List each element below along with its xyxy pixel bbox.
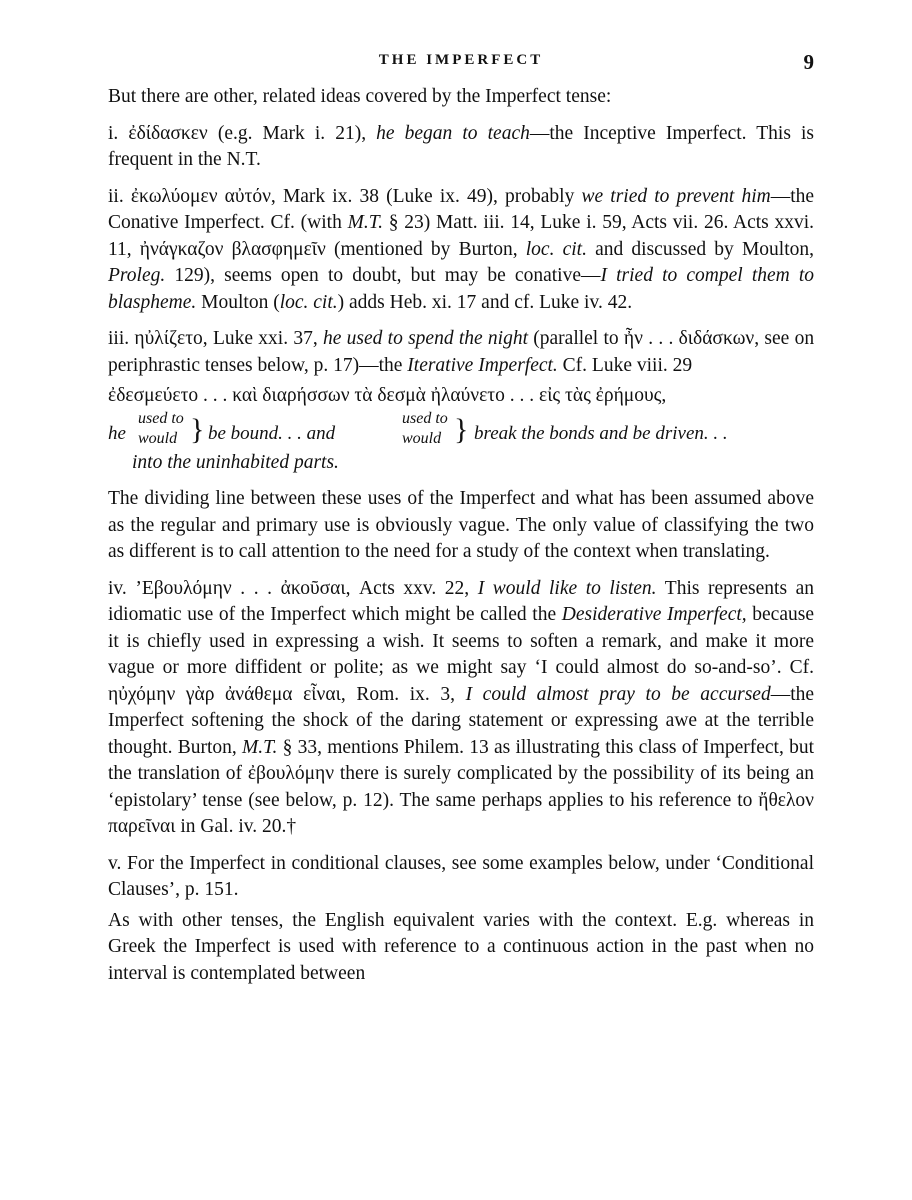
greek-quotation: ἐδεσμεύετο . . . καὶ διαρήσσων τὰ δεσμὰ ἠλαύνετο . . . εἰς τὰς ἐρήμους,: [108, 385, 667, 406]
brace-break: break the bonds and be driven. . .: [474, 422, 728, 444]
section-iv-translation-2: I could almost pray to be accursed: [465, 683, 771, 705]
section-iii-greek-2: ἦν . . . διδάσκων,: [623, 328, 760, 349]
brace-would-1: would: [138, 429, 178, 447]
section-iv-greek-3: ἐβουλόμην: [247, 763, 335, 784]
section-ii-greek-2: ἠνάγκαζον βλασφημεῖν: [139, 238, 326, 260]
section-ii-loc-cit-2: loc. cit.: [279, 291, 338, 313]
section-ii-proleg: Proleg.: [108, 265, 166, 286]
section-iv-mt-abbrev: M.T.: [241, 736, 278, 758]
brace-used-to-2: used to: [402, 409, 448, 427]
book-page: [108, 50, 814, 987]
brace-used-to-1: used to: [138, 409, 184, 427]
section-ii-text-e: and discussed by Moulton,: [595, 238, 814, 260]
section-iv-text-d: Rom. ix. 3,: [356, 683, 455, 705]
section-i-paragraph: [108, 121, 814, 174]
section-iv-text-f: § 33, mentions Philem. 13 as illustrating this class of Imperfect, but the translation of: [108, 736, 814, 784]
section-iii-translation: he used to spend the night: [322, 328, 528, 349]
section-iv-text-c: because it is chiefly used in expressing a wish. It seems to soften a remark, and make it more vague or more diffident or polite; as we might say ‘I could almost do so-and-so’. Cf.: [108, 604, 814, 678]
section-i-rest: —the Inceptive Imperfect. This is frequent in the N.T.: [108, 122, 814, 170]
section-iv-text-g: there is surely complicated by the possibility of its being an ‘epistolary’ tense (see below, p. 12). The same perhaps applies to his reference to: [108, 763, 815, 811]
section-iii-text-b: (parallel to: [533, 328, 619, 349]
section-iv-text-a: Acts xxv. 22,: [359, 577, 470, 599]
brace-translation: [108, 409, 814, 450]
section-i-number: i.: [108, 122, 119, 144]
section-ii-greek: ἐκωλύομεν αὐτόν,: [130, 185, 276, 207]
section-iii-text-a: Luke xxi. 37,: [212, 328, 318, 349]
section-iv-greek: ’Εβουλόμην . . . ἀκοῦσαι,: [135, 577, 351, 599]
brace-glyph-2: }: [454, 412, 469, 446]
running-head: THE IMPERFECT: [378, 52, 544, 68]
section-iv-text-e: —the Imperfect softening the shock of the daring statement or expressing awe at the terrible thought. Burton,: [108, 683, 815, 758]
section-ii-mt-abbrev: M.T.: [347, 212, 383, 233]
section-ii-text-h: ) adds Heb. xi. 17 and cf. Luke iv. 42.: [337, 291, 633, 313]
section-iv-text-b: This represents an idiomatic use of the Imperfect which might be called the: [108, 577, 815, 625]
closing-paragraph: As with other tenses, the English equivalent varies with the context. E.g. whereas in Greek the Imperfect is used with reference to a continuous action in the past when no interval is contemplated between: [108, 909, 814, 984]
dividing-line-paragraph: The dividing line between these uses of the Imperfect and what has been assumed above as the regular and primary use is obviously vague. The only value of classifying the two as different is to call attention to the need for a study of the context when translating.: [108, 488, 814, 562]
section-i-translation: he began to teach: [376, 122, 530, 144]
section-iii-paragraph: [108, 326, 814, 379]
section-i-ref: (e.g. Mark i. 21),: [217, 122, 367, 144]
brace-be-bound: be bound. . . and: [208, 422, 336, 444]
section-ii-text-f: 129), seems open to doubt, but may be conative—: [174, 265, 601, 286]
section-iv-desiderative: Desiderative Imperfect,: [561, 604, 747, 625]
page-number: 9: [803, 50, 814, 74]
section-iv-greek-2: ηὐχόμην γὰρ ἀνάθεμα εἶναι,: [108, 683, 346, 705]
section-ii-number: ii.: [108, 185, 124, 207]
brace-would-2: would: [402, 429, 442, 447]
section-ii-loc-cit: loc. cit.: [525, 238, 587, 260]
brace-glyph-1: }: [190, 412, 205, 446]
section-ii-translation-1: we tried to prevent him: [581, 185, 771, 207]
section-iii-greek: ηὐλίζετο,: [134, 328, 208, 349]
brace-continuation: into the uninhabited parts.: [132, 451, 339, 473]
section-ii-text-b: —the Conative Imperfect. Cf. (with: [108, 185, 815, 233]
section-ii-text-g: Moulton (: [201, 291, 280, 313]
section-iv-text-h: in Gal. iv. 20.†: [180, 816, 297, 837]
brace-he: he: [108, 422, 126, 444]
section-iii-text-d: Cf. Luke viii. 29: [562, 354, 693, 376]
section-ii-text-c: § 23) Matt. iii. 14, Luke i. 59, Acts vii. 26. Acts xxvi. 11,: [108, 212, 815, 260]
section-iv-paragraph: [108, 576, 814, 841]
page-header: [108, 50, 814, 80]
section-iii-number: iii.: [108, 328, 130, 349]
section-iv-number: iv.: [108, 577, 127, 599]
section-iii-iterative: Iterative Imperfect.: [407, 354, 558, 376]
section-ii-paragraph: [108, 184, 814, 317]
section-v-paragraph: v. For the Imperfect in conditional clauses, see some examples below, under ‘Conditional Clauses’, p. 151.: [108, 852, 814, 900]
section-ii-text-d: (mentioned by Burton,: [333, 238, 518, 260]
section-ii-text-a: Mark ix. 38 (Luke ix. 49), probably: [282, 185, 575, 207]
section-ii-translation-2: I tried to compel them to blaspheme.: [108, 265, 815, 313]
section-iv-greek-4: ἤθελον παρεῖναι: [108, 789, 814, 837]
intro-paragraph: But there are other, related ideas covered by the Imperfect tense:: [108, 86, 612, 107]
section-i-greek: ἐδίδασκεν: [128, 122, 208, 144]
section-iii-text-c: see on periphrastic tenses below, p. 17)—the: [108, 328, 815, 376]
section-iv-translation: I would like to listen.: [477, 577, 657, 599]
